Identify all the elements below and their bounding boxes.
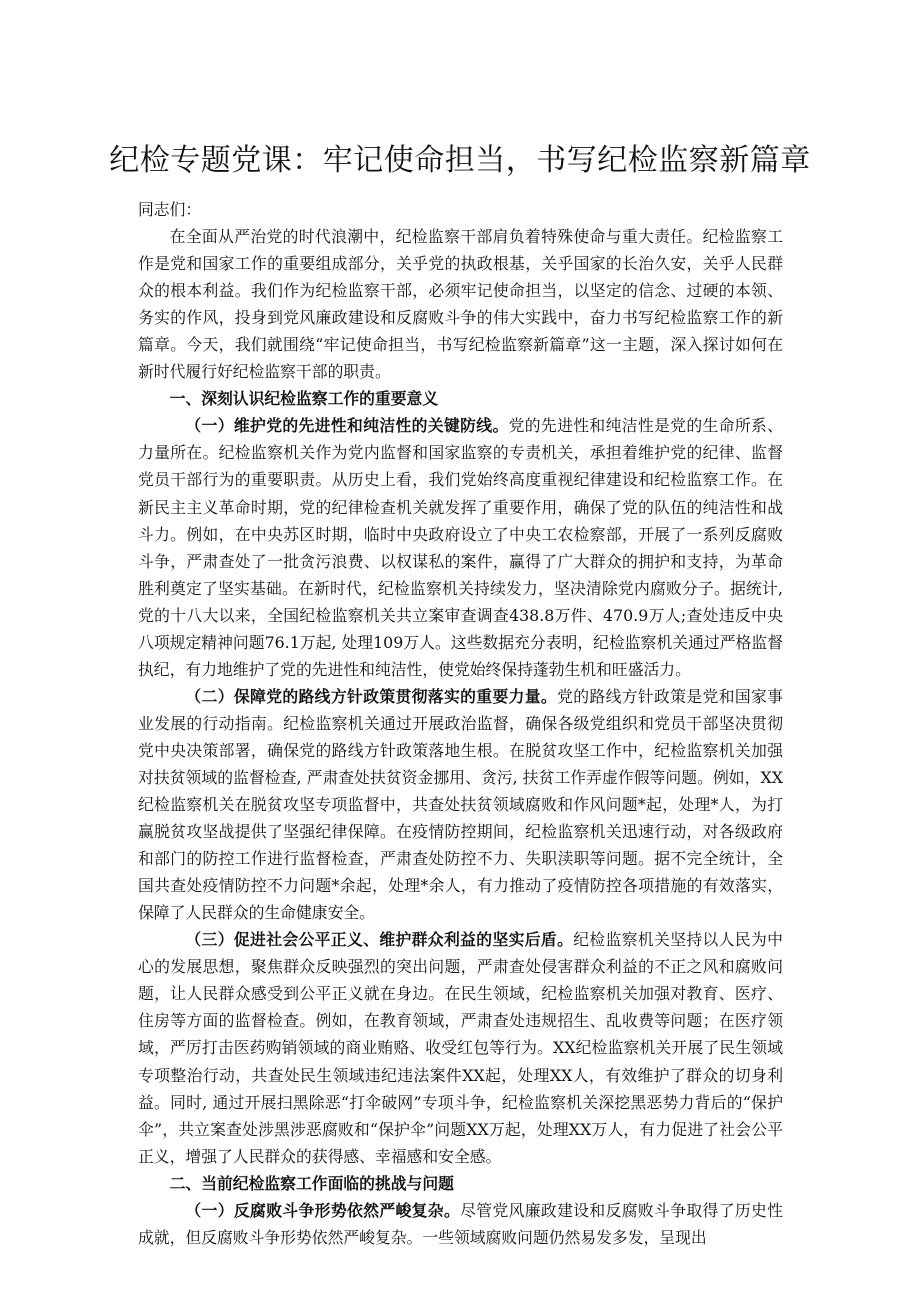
subsection-text: 纪检监察机关坚持以人民为中心的发展思想，聚焦群众反映强烈的突出问题，严肃查处侵害群众利益的不正之风和腐败问题，让人民群众感受到公平正义就在身边。在民生领域，纪检监察机关加强对教育、医疗、住房等方面的监督检查。例如，在教育领域，严肃查处违规招生、乱收费等问题；在医疗领域，严厉打击医药购销领域的商业贿赂、收受红包等行为。XX纪检监察机关开展了民生领域专项整治行动，共查处民生领域违纪违法案件XX起，处理XX人，有效维护了群众的切身利益。同时, 通过开展扫黑除恶“打伞破网”专项斗争，纪检监察机关深挖黑恶势力背后的“保护伞”，共立案查处涉黑涉恶腐败和“保护伞”问题XX万起，处理XX万人，有力促进了社会公平正义，增强了人民群众的获得感、幸福感和安全感。	[138, 930, 783, 1166]
document-body	[138, 196, 783, 1251]
salutation: 同志们：	[138, 200, 202, 219]
subsection-text: 党的路线方针政策是党和国家事业发展的行动指南。纪检监察机关通过开展政治监督，确保各级党组织和党员干部坚决贯彻党中央决策部署，确保党的路线方针政策落地生根。在脱贫攻坚工作中，纪检监察机关加强对扶贫领域的监督检查, 严肃查处扶贫资金挪用、贪污, 扶贫工作弄虚作假等问题。例如，XX纪检监察机关在脱贫攻坚专项监督中，共查处扶贫领域腐败和作风问题*起，处理*人，为打赢脱贫攻坚战提供了坚强纪律保障。在疫情防控期间，纪检监察机关迅速行动，对各级政府和部门的防控工作进行监督检查，严肃查处防控不力、失职渎职等问题。据不完全统计，全国共查处疫情防控不力问题*余起，处理*余人，有力推动了疫情防控各项措施的有效落实，保障了人民群众的生命健康安全。	[138, 686, 783, 923]
intro-paragraph: 在全面从严治党的时代浪潮中，纪检监察干部肩负着特殊使命与重大责任。纪检监察工作是党和国家工作的重要组成部分，关乎党的执政根基，关乎国家的长治久安，关乎人民群众的根本利益。我们作为纪检监察干部，必须牢记使命担当，以坚定的信念、过硬的本领、务实的作风，投身到党风廉政建设和反腐败斗争的伟大实践中，奋力书写纪检监察工作的新篇章。今天，我们就围绕“牢记使命担当，书写纪检监察新篇章”这一主题，深入探讨如何在新时代履行好纪检监察干部的职责。	[138, 227, 783, 382]
subsection-2-1	[138, 1197, 783, 1251]
subsection-text: 党的先进性和纯洁性是党的生命所系、力量所在。纪检监察机关作为党内监督和国家监察的专责机关，承担着维护党的纪律、监督党员干部行为的重要职责。从历史上看，我们党始终高度重视纪律建设和纪检监察工作。在新民主主义革命时期，党的纪律检查机关就发挥了重要作用，确保了党的队伍的纯洁性和战斗力。例如，在中央苏区时期，临时中央政府设立了中央工农检察部，开展了一系列反腐败斗争，严肃查处了一批贪污浪费、以权谋私的案件，赢得了广大群众的拥护和支持，为革命胜利奠定了坚实基础。在新时代，纪检监察机关持续发力，坚决清除党内腐败分子。据统计,党的十八大以来，全国纪检监察机关共立案审查调查438.8万件、470.9万人;查处违反中央八项规定精神问题76.1万起, 处理109万人。这些数据充分表明，纪检监察机关通过严格监督执纪，有力地维护了党的先进性和纯洁性，使党始终保持蓬勃生机和旺盛活力。	[138, 416, 783, 679]
subsection-text: 尽管党风廉政建设和反腐败斗争取得了历史性成就，但反腐败斗争形势依然严峻复杂。一些领域腐败问题仍然易发多发，呈现出	[138, 1200, 783, 1247]
subsection-lead: （一）维护党的先进性和纯洁性的关键防线。	[185, 416, 509, 436]
subsection-lead: （二）保障党的路线方针政策贯彻落实的重要力量。	[185, 686, 558, 706]
document-title: 纪检专题党课：牢记使命担当，书写纪检监察新篇章	[109, 143, 811, 178]
subsection-1-1	[138, 412, 783, 682]
subsection-lead: （一）反腐败斗争形势依然严峻复杂。	[185, 1200, 461, 1220]
subsection-1-2	[138, 683, 783, 926]
section-heading-2: 二、当前纪检监察工作面临的挑战与问题	[169, 1173, 454, 1193]
subsection-lead: （三）促进社会公平正义、维护群众利益的坚实后盾。	[185, 930, 574, 950]
subsection-1-3	[138, 926, 783, 1169]
section-heading-1: 一、深刻认识纪检监察工作的重要意义	[169, 389, 439, 409]
